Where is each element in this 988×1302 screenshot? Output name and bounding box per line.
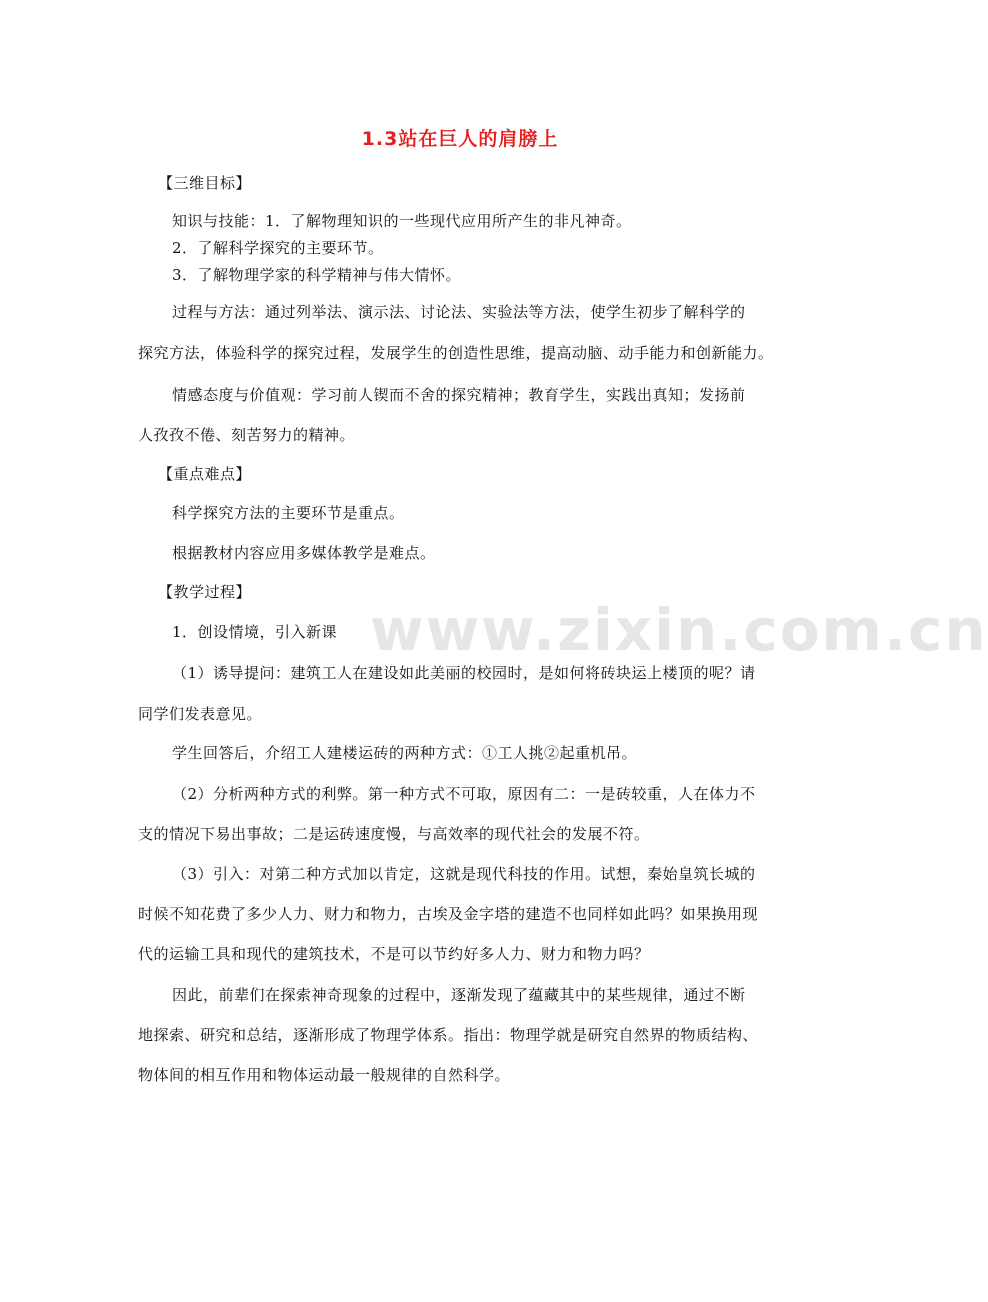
paragraph-line: 学生回答后，介绍工人建楼运砖的两种方式：①工人挑②起重机吊。 (172, 744, 638, 762)
document-title: 1.3站在巨人的肩膀上 (361, 128, 559, 150)
paragraph-line: 人孜孜不倦、刻苦努力的精神。 (138, 426, 356, 444)
paragraph-line: 2．了解科学探究的主要环节。 (172, 239, 384, 257)
paragraph-line: （2）分析两种方式的利弊。第一种方式不可取，原因有二：一是砖较重，人在体力不 (172, 785, 756, 803)
paragraph-line: 代的运输工具和现代的建筑技术，不是可以节约好多人力、财力和物力吗？ (138, 945, 650, 963)
paragraph-line: （1）诱导提问：建筑工人在建设如此美丽的校园时，是如何将砖块运上楼顶的呢？请 (172, 664, 756, 682)
section-heading-keypoints: 【重点难点】 (158, 465, 252, 483)
paragraph-line: （3）引入：对第二种方式加以肯定，这就是现代科技的作用。试想，秦始皇筑长城的 (172, 865, 756, 883)
paragraph-line: 科学探究方法的主要环节是重点。 (172, 504, 405, 522)
paragraph-line: 同学们发表意见。 (138, 705, 263, 723)
section-heading-objectives: 【三维目标】 (158, 174, 252, 192)
paragraph-line: 探究方法，体验科学的探究过程，发展学生的创造性思维，提高动脑、动手能力和创新能力。 (138, 344, 774, 362)
section-heading-process: 【教学过程】 (158, 583, 252, 601)
paragraph-line: 根据教材内容应用多媒体教学是难点。 (172, 544, 436, 562)
paragraph-line: 时候不知花费了多少人力、财力和物力，古埃及金字塔的建造不也同样如此吗？如果换用现 (138, 905, 759, 923)
paragraph-line: 知识与技能：1．了解物理知识的一些现代应用所产生的非凡神奇。 (172, 212, 632, 230)
paragraph-line: 过程与方法：通过列举法、演示法、讨论法、实验法等方法，使学生初步了解科学的 (172, 303, 746, 321)
paragraph-line: 地探索、研究和总结，逐渐形成了物理学体系。指出：物理学就是研究自然界的物质结构、 (138, 1026, 759, 1044)
paragraph-line: 因此，前辈们在探索神奇现象的过程中，逐渐发现了蕴藏其中的某些规律，通过不断 (172, 986, 746, 1004)
paragraph-line: 物体间的相互作用和物体运动最一般规律的自然科学。 (138, 1066, 511, 1084)
paragraph-line: 支的情况下易出事故；二是运砖速度慢，与高效率的现代社会的发展不符。 (138, 825, 650, 843)
paragraph-line: 情感态度与价值观：学习前人锲而不舍的探究精神；教育学生，实践出真知；发扬前 (172, 386, 746, 404)
watermark: www.zixin.com.cn (370, 596, 988, 664)
paragraph-line: 1．创设情境，引入新课 (172, 623, 338, 641)
paragraph-line: 3．了解物理学家的科学精神与伟大情怀。 (172, 266, 462, 284)
